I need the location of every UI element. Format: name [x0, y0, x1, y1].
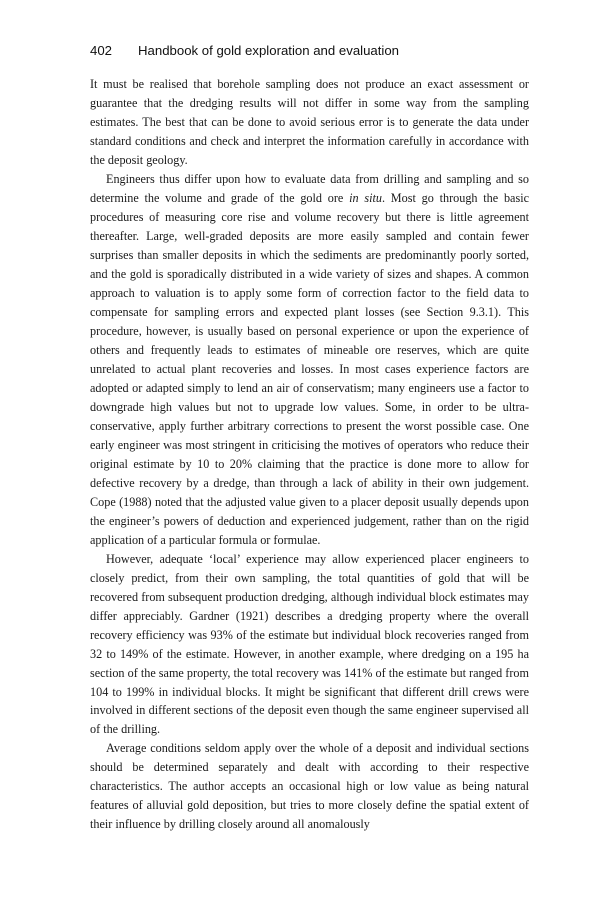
book-title: Handbook of gold exploration and evaluation — [138, 43, 400, 58]
italic-in-situ: in situ — [349, 190, 382, 205]
running-head — [90, 40, 530, 62]
paragraph-average-conditions: Average conditions seldom apply over the whole of a deposit and individual sections should be determined separately and dealt with according to their respective characteristics. The author accepts an occasional high or low value as being natural features of alluvial gold deposition, but tries to more closely define the spatial extent of their influence by drilling closely around all anomalously — [90, 741, 529, 832]
paragraph-local-experience: However, adequate ‘local’ experience may allow experienced placer engineers to closely predict, from their own sampling, the total quantities of gold that will be recovered from subsequent production dredging, although individual block estimates may differ appreciably. Gardner (1921) describes a dredging property where the overall recovery efficiency was 93% of the estimate but individual block recoveries ranged from 32 to 149% of the estimate. However, in another example, where dredging on a 195 ha section of the same property, the total recovery was 141% of the estimate but ranged from 104 to 199% in individual blocks. It might be significant that different drill crews were involved in different sections of the deposit even though the same engineer supervised all of the drilling. — [90, 551, 529, 737]
paragraph-evaluation-methods — [90, 170, 529, 550]
paragraph-evaluation-text-end: . Most go through the basic procedures of measuring core rise and volume recovery but there is little agreement thereafter. Large, well-graded deposits are more easily sampled and contain fewer surprises than smaller deposits in which the sediments are predominantly poorly sorted, and the gold is sporadically distributed in a wide variety of sizes and shapes. A common approach to valuation is to apply some form of correction factor to the field data to compensate for sampling errors and expected plant losses (see Section 9.3.1). This procedure, however, is usually based on personal experience or upon the experience of others and frequently leads to estimates of mineable ore reserves, which are quite unrelated to actual plant recoveries and losses. In most cases experience factors are adopted or adapted simply to lend an air of conservatism; many engineers use a factor to downgrade high values but not to upgrade low values. Some, in order to be ultra-conservative, apply further arbitrary corrections to present the worst possible case. One early engineer was most stringent in criticising the motives of operators who reduce their original estimate by 10 to 20% claiming that the practice is done more to allow for defective recovery by a dredge, than through a lack of ability in their own judgement. Cope (1988) noted that the adjusted value given to a placer deposit usually depends upon the engineer’s powers of deduction and experienced judgement, rather than on the rigid application of a particular formula or formulae. — [90, 190, 530, 547]
paragraph-sampling-caution: It must be realised that borehole sampling does not produce an exact assessment or guarantee that the dredging results will not differ in some way from the sampling estimates. The best that can be done to avoid serious error is to generate the data under standard conditions and check and interpret the information carefully in accordance with the deposit geology. — [90, 77, 529, 167]
body-text — [90, 75, 529, 834]
page-number: 402 — [90, 43, 113, 58]
paragraph-evaluation-text-start: Engineers thus differ upon how to evaluate data from drilling and sampling and so determine the volume and grade of the gold ore — [90, 171, 529, 205]
